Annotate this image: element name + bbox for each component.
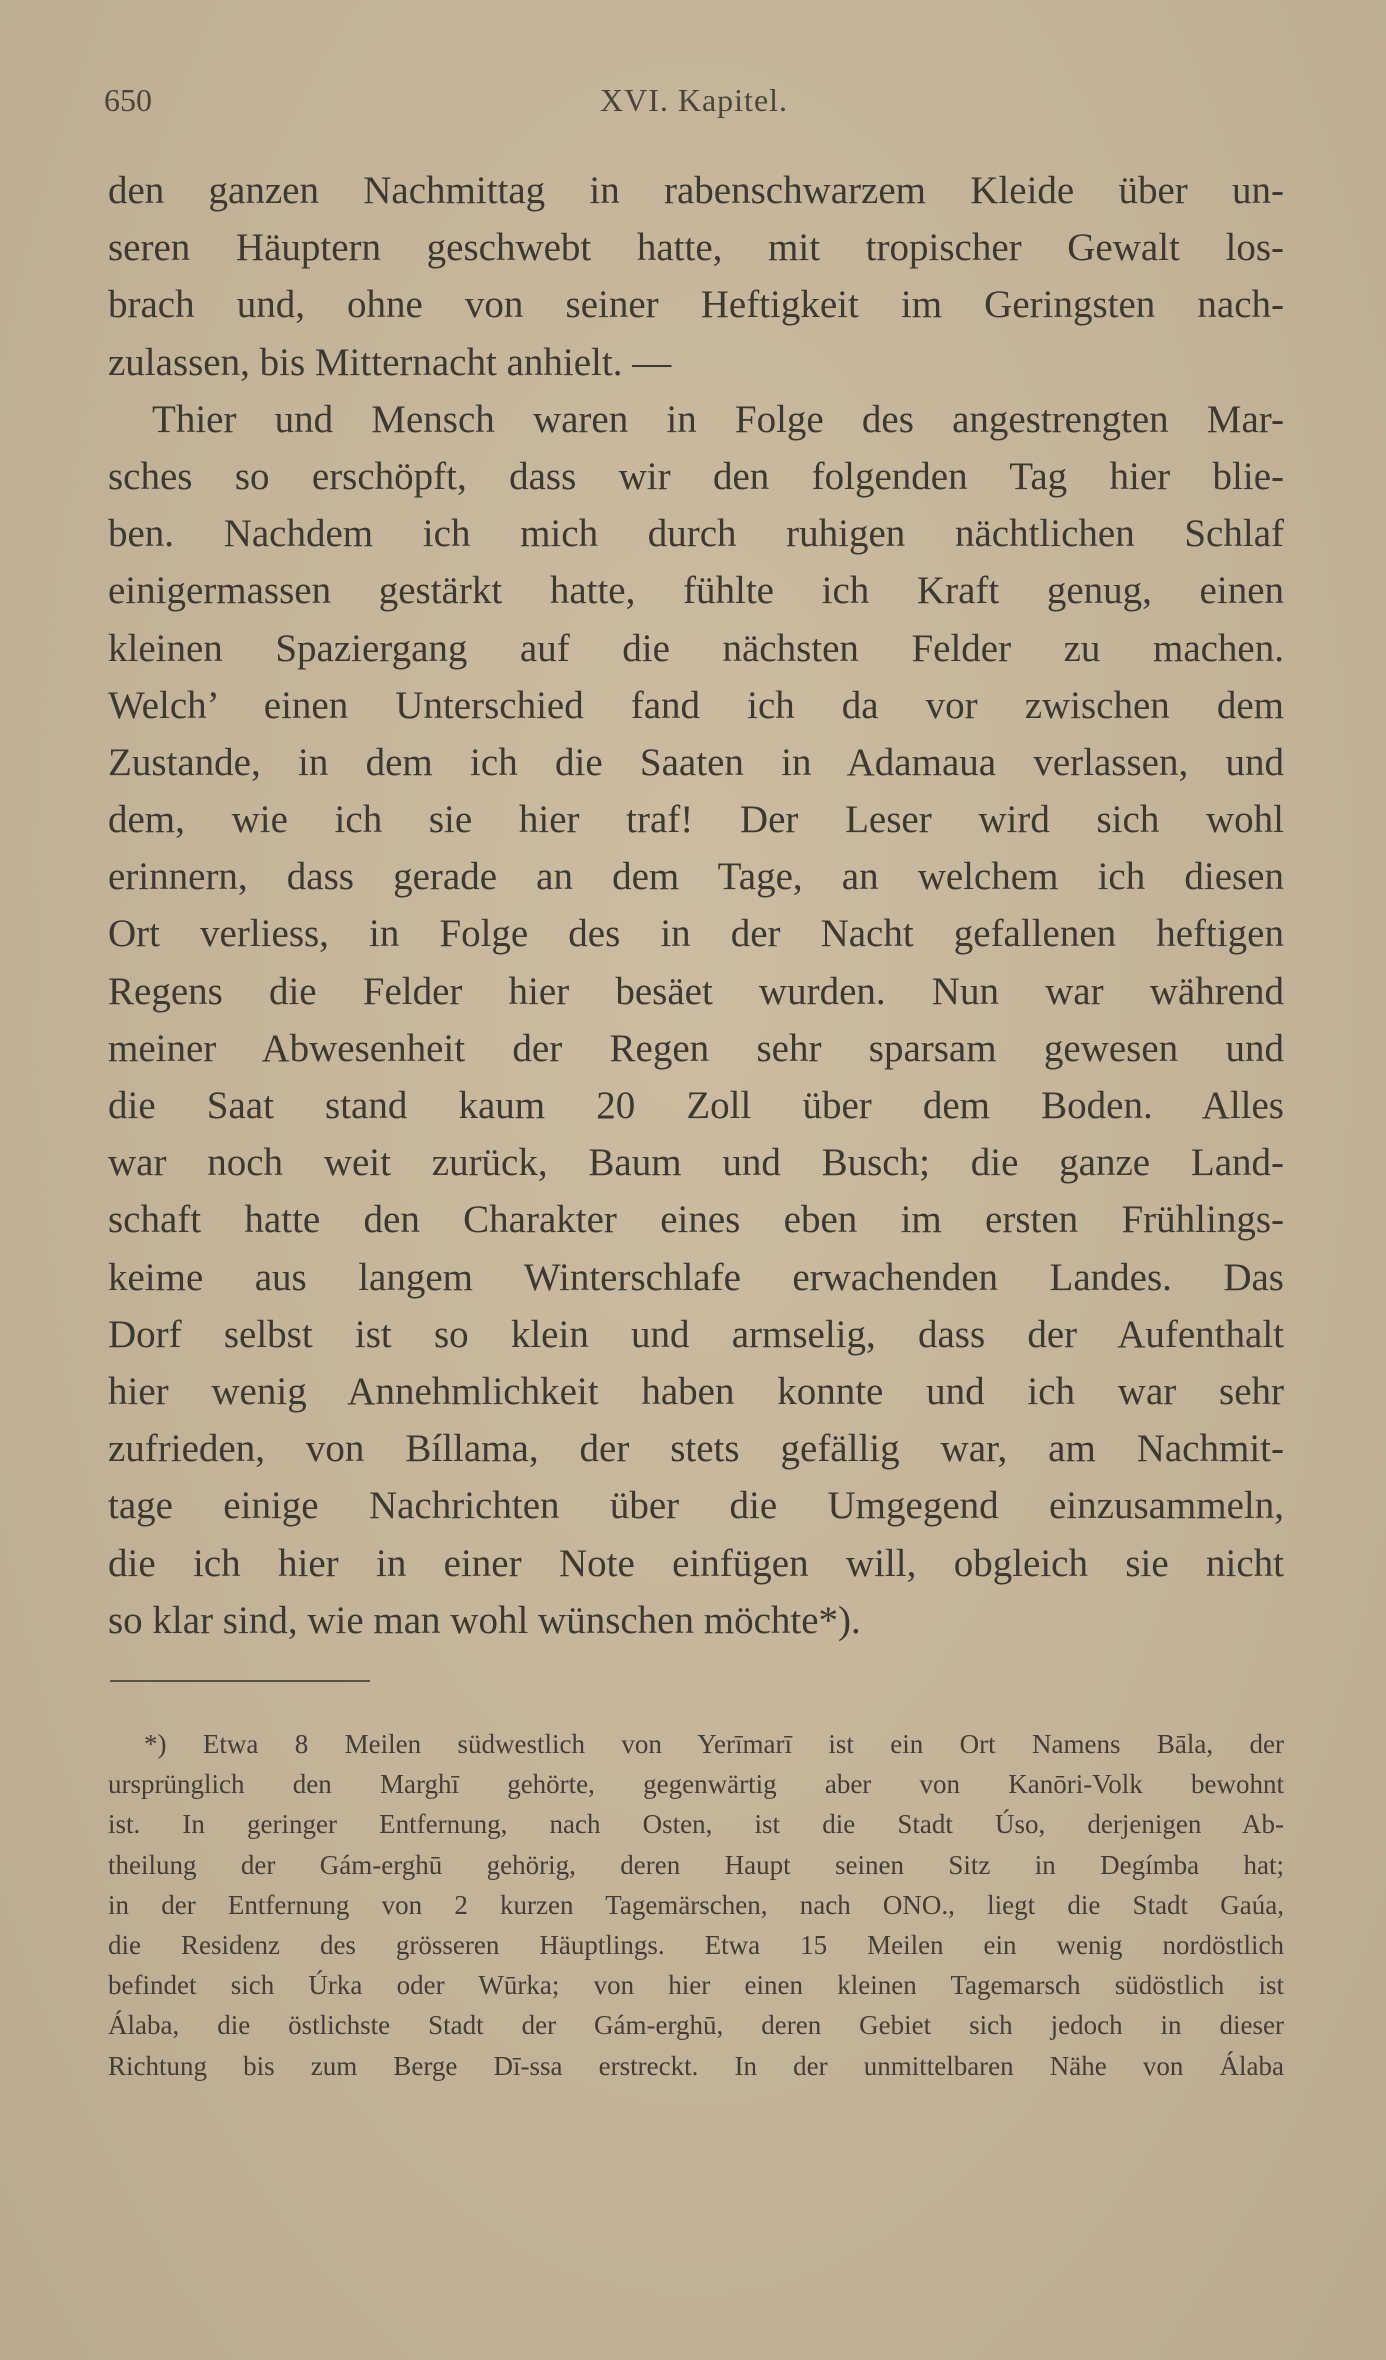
- footnote-line: ursprünglich den Marghī gehörte, gegenwärtig aber von Kanōri-Volk bewohnt: [108, 1769, 1284, 1800]
- text-line: Regens die Felder hier besäet wurden. Nun war während: [108, 969, 1284, 1013]
- footnote-line: in der Entfernung von 2 kurzen Tagemärschen, nach ONO., liegt die Stadt Gaúa,: [108, 1889, 1284, 1920]
- footnote-line: *) Etwa 8 Meilen südwestlich von Yerīmarī ist ein Ort Namens Bāla, der: [144, 1729, 1284, 1759]
- footnote-line: theilung der Gám-erghū gehörig, deren Haupt seinen Sitz in Degímba hat;: [108, 1849, 1284, 1880]
- text-line: keime aus langem Winterschlafe erwachenden Landes. Das: [108, 1255, 1284, 1299]
- footnote-line: befindet sich Úrka oder Wūrka; von hier einen kleinen Tagemarsch südöstlich ist: [108, 1970, 1284, 2001]
- text-line: brach und, ohne von seiner Heftigkeit im Geringsten nach-: [108, 283, 1284, 327]
- text-line: war noch weit zurück, Baum und Busch; die ganze Land-: [108, 1141, 1284, 1185]
- text-line: Welch’ einen Unterschied fand ich da vor zwischen dem: [108, 683, 1284, 727]
- text-line: schaft hatte den Charakter eines eben im ersten Frühlings-: [108, 1198, 1284, 1242]
- text-line: Dorf selbst ist so klein und armselig, dass der Aufenthalt: [108, 1312, 1284, 1356]
- footnote-line: ist. In geringer Entfernung, nach Osten, ist die Stadt Úso, derjenigen Ab-: [108, 1809, 1284, 1840]
- text-line: ben. Nachdem ich mich durch ruhigen nächtlichen Schlaf: [108, 512, 1284, 556]
- text-line: erinnern, dass gerade an dem Tage, an welchem ich diesen: [108, 855, 1284, 899]
- text-line: Thier und Mensch waren in Folge des angestrengten Mar-: [152, 397, 1284, 441]
- text-line: meiner Abwesenheit der Regen sehr sparsam gewesen und: [108, 1026, 1284, 1070]
- footnote-line: Álaba, die östlichste Stadt der Gám-erghū, deren Gebiet sich jedoch in dieser: [108, 2010, 1284, 2041]
- footnote-line: Richtung bis zum Berge Dī-ssa erstreckt. In der unmittelbaren Nähe von Álaba: [108, 2050, 1284, 2081]
- footnote: [108, 1724, 1284, 2086]
- text-line: so klar sind, wie man wohl wünschen möchte*).: [108, 1598, 861, 1642]
- text-line: zufrieden, von Bíllama, der stets gefällig war, am Nachmit-: [108, 1427, 1284, 1471]
- main-text: [108, 162, 1284, 1649]
- text-line: dem, wie ich sie hier traf! Der Leser wird sich wohl: [108, 798, 1284, 842]
- text-line: zulassen, bis Mitternacht anhielt. —: [108, 340, 672, 384]
- footnote-line: die Residenz des grösseren Häuptlings. Etwa 15 Meilen ein wenig nordöstlich: [108, 1929, 1284, 1960]
- page-number: 650: [104, 82, 152, 118]
- text-line: die ich hier in einer Note einfügen will, obgleich sie nicht: [108, 1541, 1284, 1585]
- footnote-divider: [110, 1680, 370, 1682]
- text-line: einigermassen gestärkt hatte, fühlte ich Kraft genug, einen: [108, 569, 1284, 613]
- text-line: Ort verliess, in Folge des in der Nacht gefallenen heftigen: [108, 912, 1284, 956]
- text-line: Zustande, in dem ich die Saaten in Adamaua verlassen, und: [108, 740, 1284, 784]
- text-line: sches so erschöpft, dass wir den folgenden Tag hier blie-: [108, 454, 1284, 498]
- text-line: die Saat stand kaum 20 Zoll über dem Boden. Alles: [108, 1084, 1284, 1127]
- text-line: hier wenig Annehmlichkeit haben konnte und ich war sehr: [108, 1369, 1284, 1413]
- text-line: seren Häuptern geschwebt hatte, mit tropischer Gewalt los-: [108, 226, 1284, 270]
- text-line: den ganzen Nachmittag in rabenschwarzem Kleide über un-: [108, 169, 1284, 212]
- chapter-title: XVI. Kapitel.: [599, 82, 789, 118]
- text-line: tage einige Nachrichten über die Umgegend einzusammeln,: [108, 1484, 1284, 1528]
- running-head: [104, 82, 1284, 126]
- text-line: kleinen Spaziergang auf die nächsten Felder zu machen.: [108, 626, 1284, 670]
